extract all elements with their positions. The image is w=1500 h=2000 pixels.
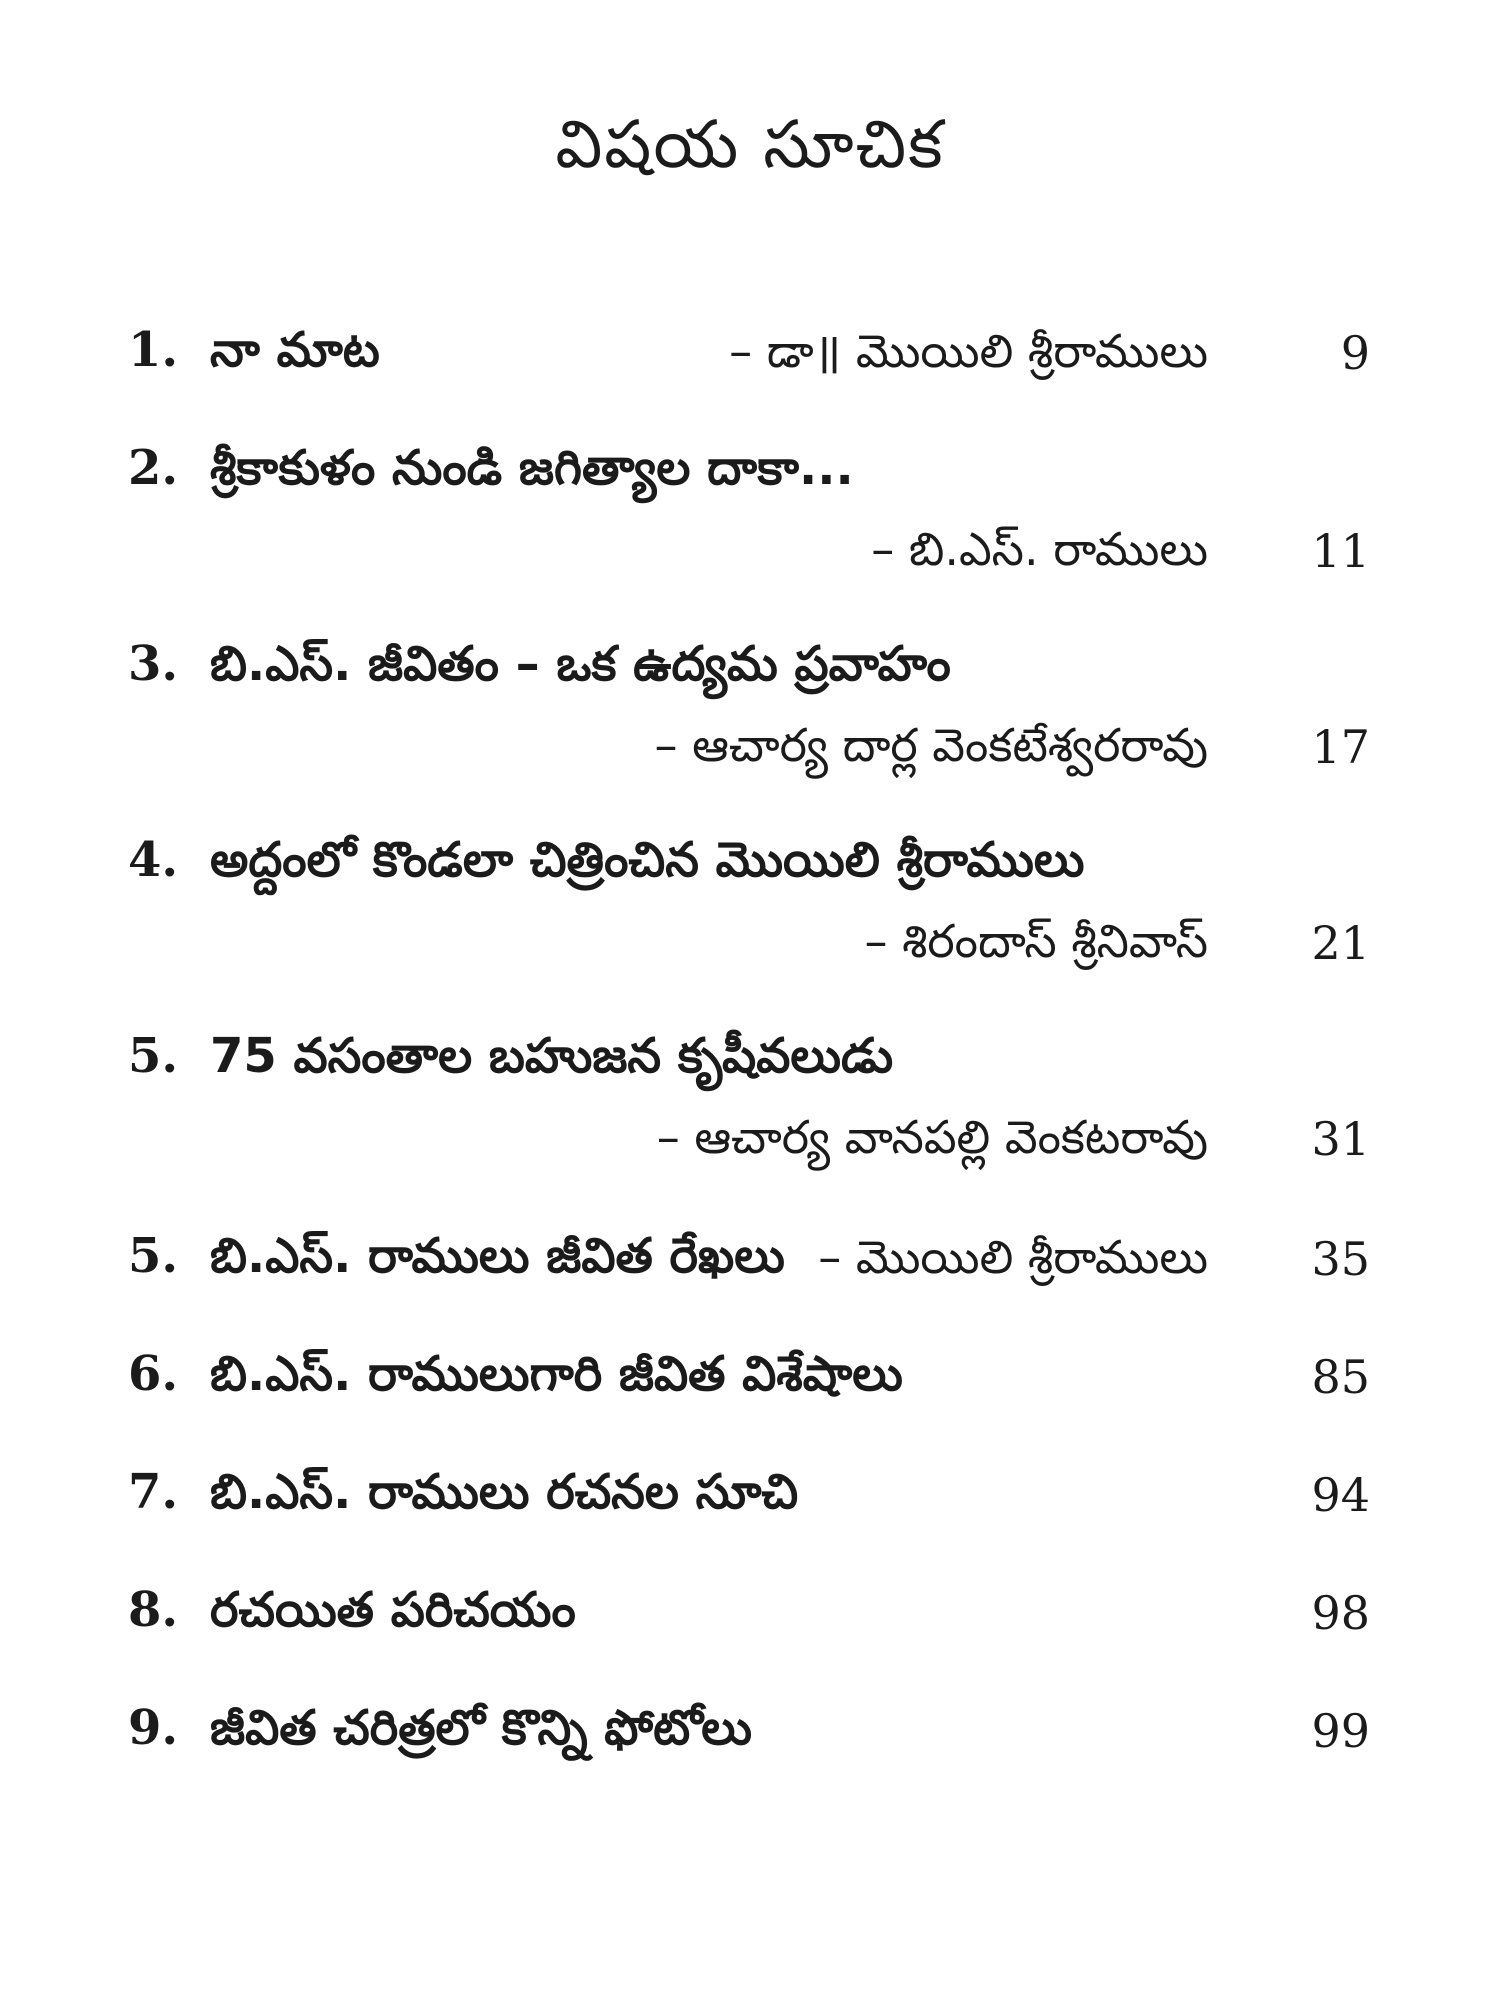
toc-entry-6-page: 35 (1311, 1232, 1370, 1286)
toc-entry-1-author: – డా॥ మొయిలి శ్రీరాములు (729, 324, 1208, 378)
toc-entry-title-text: నా మాట (210, 322, 380, 378)
toc-entry-number: 6. (128, 1346, 179, 1402)
toc-entry-number: 4. (128, 832, 179, 888)
page-title: విషయ సూచిక (555, 106, 945, 183)
toc-entry-8-title (128, 1464, 798, 1532)
toc-entry-5-page: 31 (1311, 1112, 1370, 1166)
toc-entry-7-title (128, 1346, 903, 1414)
toc-entry-number: 5. (128, 1028, 179, 1084)
toc-entry-4-page: 21 (1311, 916, 1370, 970)
toc-entry-10-page: 99 (1311, 1704, 1370, 1758)
toc-entry-5-title (128, 1028, 893, 1096)
toc-entry-4-author: – శిరందాస్ శ్రీనివాస్ (864, 914, 1208, 968)
toc-entry-2-author: – బి.ఎస్. రాములు (871, 522, 1208, 576)
toc-entry-number: 1. (128, 322, 179, 378)
toc-entry-3-page: 17 (1311, 720, 1370, 774)
toc-entry-title-text: బి.ఎస్. జీవితం – ఒక ఉద్యమ ప్రవాహం (210, 636, 951, 692)
toc-entry-title-text: బి.ఎస్. రాములు రచనల సూచి (210, 1464, 799, 1520)
toc-entry-title-text: బి.ఎస్. రాములుగారి జీవిత విశేషాలు (210, 1346, 903, 1402)
toc-entry-10-title (128, 1700, 752, 1768)
toc-entry-title-text: 75 వసంతాల బహుజన కృషీవలుడు (210, 1028, 894, 1084)
toc-entry-number: 7. (128, 1464, 179, 1520)
toc-entry-1-title (128, 322, 380, 390)
toc-entry-2-title (128, 440, 854, 508)
toc-entry-5-author: – ఆచార్య వానపల్లి వెంకటరావు (656, 1110, 1208, 1164)
toc-entry-title-text: జీవిత చరిత్రలో కొన్ని ఫోటోలు (210, 1700, 752, 1756)
toc-entry-6-title (128, 1228, 785, 1296)
toc-entry-number: 3. (128, 636, 179, 692)
toc-entry-number: 8. (128, 1582, 179, 1638)
toc-entry-6-author: – మొయిలి శ్రీరాములు (818, 1230, 1208, 1284)
toc-entry-number: 2. (128, 440, 179, 496)
toc-entry-number: 5. (128, 1228, 179, 1284)
toc-entry-8-page: 94 (1311, 1468, 1370, 1522)
toc-entry-title-text: రచయిత పరిచయం (210, 1582, 576, 1638)
toc-entry-4-title (128, 832, 1085, 900)
toc-entry-1-page: 9 (1340, 326, 1370, 380)
toc-entry-9-page: 98 (1311, 1586, 1370, 1640)
toc-entry-title-text: బి.ఎస్. రాములు జీవిత రేఖలు (210, 1228, 785, 1284)
toc-entry-2-page: 11 (1311, 524, 1370, 578)
toc-entry-3-author: – ఆచార్య దార్ల వెంకటేశ్వరరావు (654, 718, 1208, 772)
toc-entry-9-title (128, 1582, 576, 1650)
toc-entry-3-title (128, 636, 951, 704)
toc-entry-title-text: అద్దంలో కొండలా చిత్రించిన మొయిలి శ్రీరాములు (210, 832, 1085, 888)
toc-entry-title-text: శ్రీకాకుళం నుండి జగిత్యాల దాకా... (210, 440, 854, 496)
toc-entry-number: 9. (128, 1700, 179, 1756)
toc-entry-7-page: 85 (1311, 1350, 1370, 1404)
